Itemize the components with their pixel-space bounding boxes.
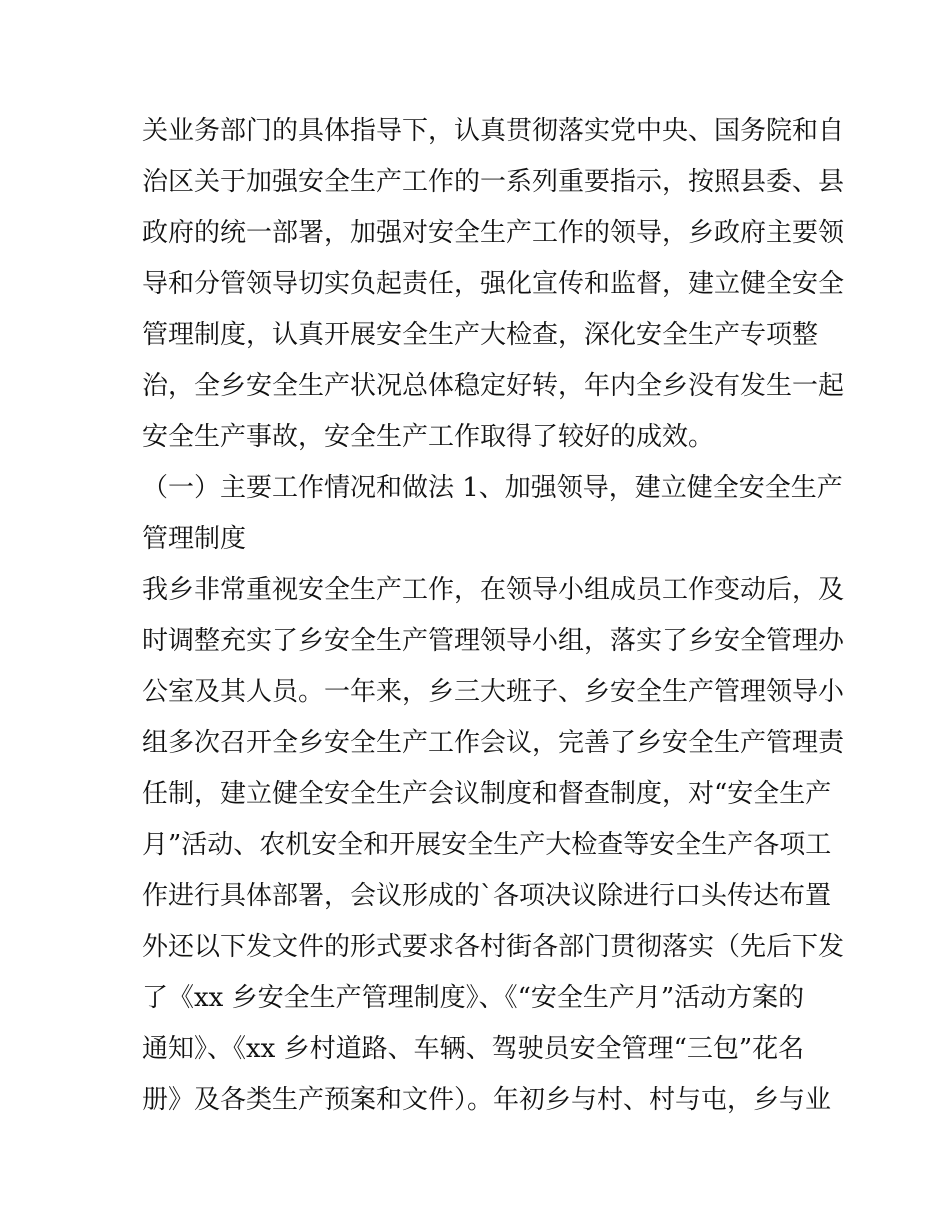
text-line: 册》及各类生产预案和文件）。年初乡与村、村与屯，乡与业 <box>142 1085 832 1115</box>
text-line: 了《xx 乡安全生产管理制度》、《“安全生产月”活动方案的 <box>142 983 805 1013</box>
text-line: 我乡非常重视安全生产工作，在领导小组成员工作变动后，及 <box>142 575 845 605</box>
text-line: 关业务部门的具体指导下，认真贯彻落实党中央、国务院和自 <box>142 116 845 146</box>
text-line: 公室及其人员。一年来，乡三大班子、乡安全生产管理领导小 <box>142 677 845 707</box>
text-line: 安全生产事故，安全生产工作取得了较好的成效。 <box>142 422 715 452</box>
text-line: 政府的统一部署，加强对安全生产工作的领导，乡政府主要领 <box>142 218 845 248</box>
body-text <box>142 106 845 1126</box>
text-line: 作进行具体部署，会议形成的`各项决议除进行口头传达布置 <box>142 881 832 911</box>
text-line: 组多次召开全乡安全生产工作会议，完善了乡安全生产管理责 <box>142 728 845 758</box>
text-line: 导和分管领导切实负起责任，强化宣传和监督，建立健全安全 <box>142 269 845 299</box>
text-line: 月”活动、农机安全和开展安全生产大检查等安全生产各项工 <box>142 830 832 860</box>
text-line: 管理制度，认真开展安全生产大检查，深化安全生产专项整 <box>142 320 819 350</box>
text-line: 任制，建立健全安全生产会议制度和督查制度，对“安全生产 <box>142 779 832 809</box>
text-line: 治区关于加强安全生产工作的一系列重要指示，按照县委、县 <box>142 167 845 197</box>
section-heading-line: （一）主要工作情况和做法 1、加强领导，建立健全安全生产 <box>142 473 843 503</box>
section-heading-line: 管理制度 <box>142 524 247 554</box>
text-line: 通知》、《xx 乡村道路、车辆、驾驶员安全管理“三包”花名 <box>142 1034 805 1064</box>
text-line: 治，全乡安全生产状况总体稳定好转，年内全乡没有发生一起 <box>142 371 845 401</box>
text-line: 外还以下发文件的形式要求各村街各部门贯彻落实（先后下发 <box>142 932 845 962</box>
text-line: 时调整充实了乡安全生产管理领导小组，落实了乡安全管理办 <box>142 626 845 656</box>
